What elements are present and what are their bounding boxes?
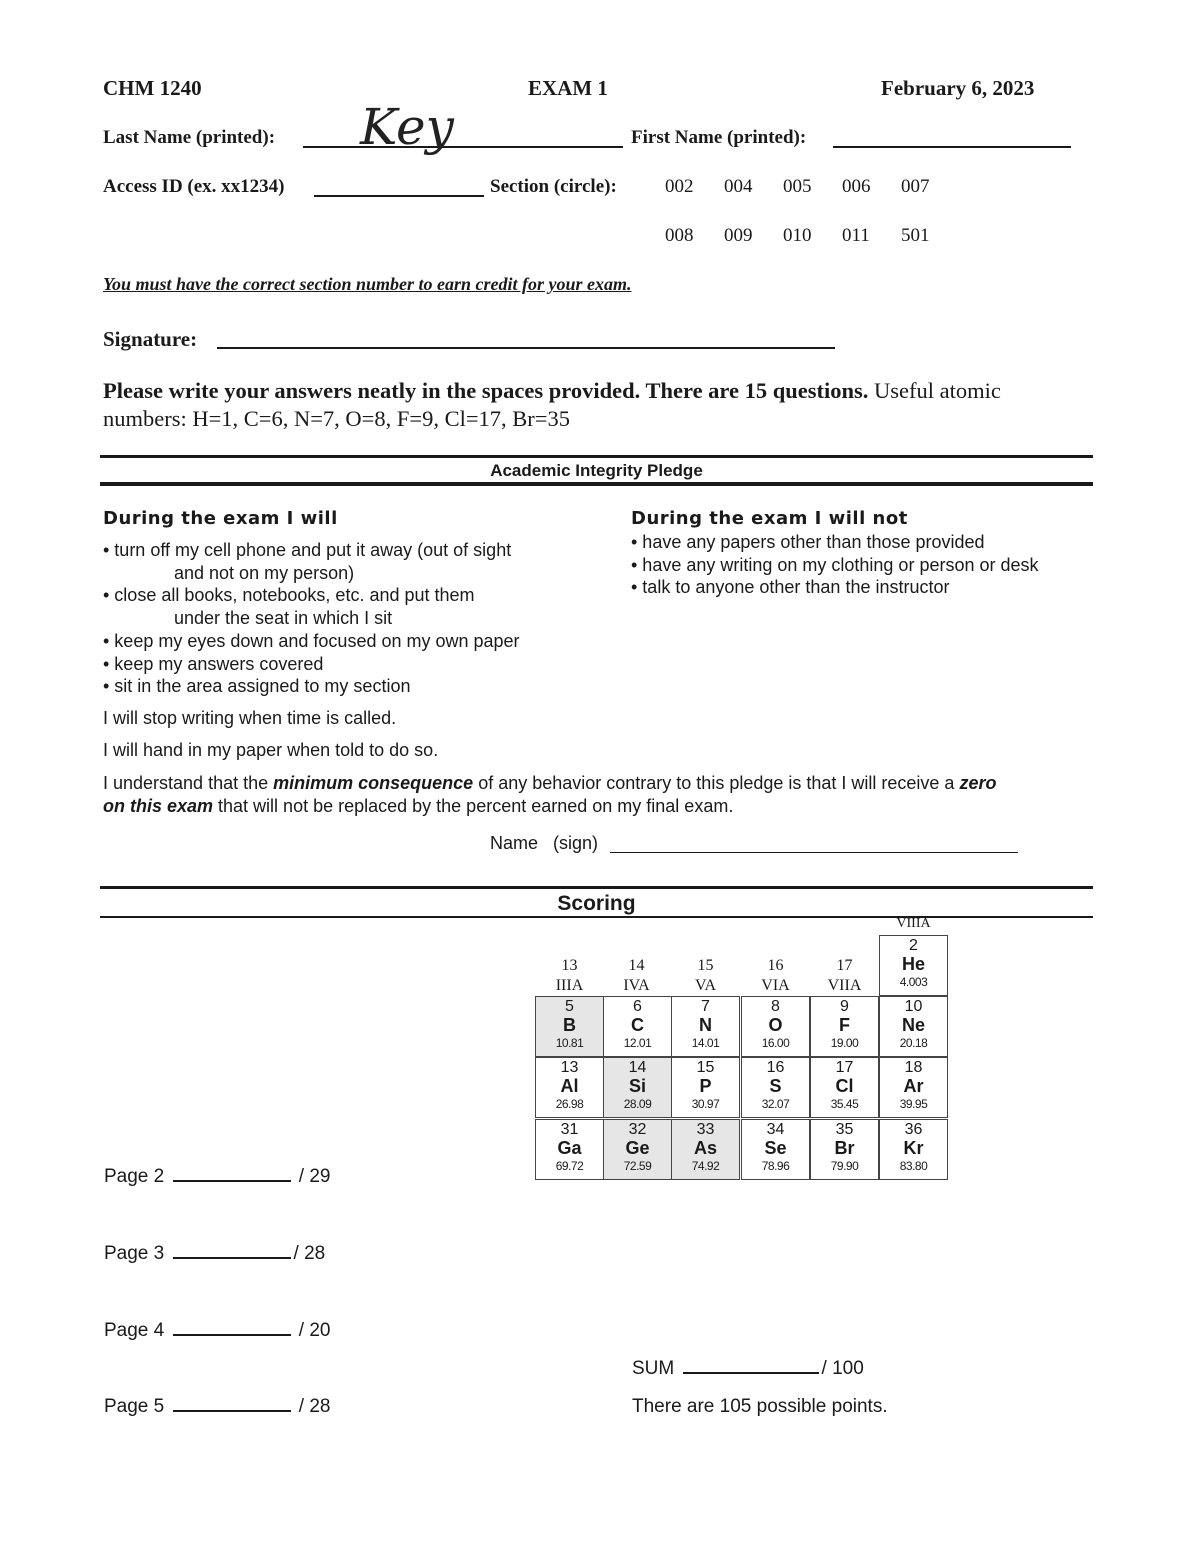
instructions-line-2: numbers: H=1, C=6, N=7, O=8, F=9, Cl=17, Br=35 xyxy=(103,406,570,431)
signature-field[interactable] xyxy=(217,347,835,349)
page-5-blank[interactable] xyxy=(173,1410,291,1412)
pledge-bottom-rule xyxy=(100,482,1093,486)
will-list xyxy=(103,539,520,698)
will-item: • keep my eyes down and focused on my own paper xyxy=(103,630,520,651)
section-option[interactable]: 501 xyxy=(901,225,930,246)
element-cell: 7 N 14.01 xyxy=(671,996,740,1057)
first-name-label: First Name (printed): xyxy=(631,127,807,148)
page-3-blank[interactable] xyxy=(173,1257,291,1259)
course-code: CHM 1240 xyxy=(103,76,202,100)
last-name-label: Last Name (printed): xyxy=(103,127,276,148)
stop-writing-statement: I will stop writing when time is called. xyxy=(103,708,397,728)
section-option[interactable]: 010 xyxy=(783,225,812,246)
will-not-item: • have any writing on my clothing or person or desk xyxy=(631,554,1039,575)
will-heading: During the exam I will xyxy=(103,508,338,529)
signature-label: Signature: xyxy=(103,327,198,351)
element-cell: 32 Ge 72.59 xyxy=(603,1119,672,1180)
element-cell: 17 Cl 35.45 xyxy=(810,1057,879,1118)
page-2-score: Page 2 / 29 xyxy=(104,1166,331,1187)
page-4-score: Page 4 / 20 xyxy=(104,1320,331,1341)
will-item: • close all books, notebooks, etc. and put them under the seat in which I sit xyxy=(103,585,475,629)
section-notice: You must have the correct section number to earn credit for your exam. xyxy=(103,274,632,294)
page-3-score: Page 3 / 28 xyxy=(104,1243,326,1264)
page-4-blank[interactable] xyxy=(173,1334,291,1336)
element-cell: 5 B 10.81 xyxy=(535,996,604,1057)
element-cell: 8 O 16.00 xyxy=(741,996,810,1057)
will-item: • sit in the area assigned to my section xyxy=(103,676,411,697)
exam-date: February 6, 2023 xyxy=(881,76,1035,100)
will-not-heading: During the exam I will not xyxy=(631,508,908,529)
element-cell: 9 F 19.00 xyxy=(810,996,879,1057)
pledge-top-rule xyxy=(100,455,1093,458)
element-cell: 18 Ar 39.95 xyxy=(879,1057,948,1118)
sum-blank[interactable] xyxy=(683,1372,819,1374)
section-option[interactable]: 002 xyxy=(665,176,694,197)
consequence-statement: I understand that the minimum consequence of any behavior contrary to this pledge is that I will receive a zero on this exam that will not be replaced by the percent earned on my final exam. xyxy=(103,773,997,816)
element-cell: 31 Ga 69.72 xyxy=(535,1119,604,1180)
group-header: 16 VIA xyxy=(761,957,790,994)
section-label: Section (circle): xyxy=(490,176,617,197)
name-sign-field[interactable] xyxy=(610,852,1018,853)
element-cell: 16 S 32.07 xyxy=(741,1057,810,1118)
hand-in-statement: I will hand in my paper when told to do so. xyxy=(103,740,439,760)
group-header: VIIIA xyxy=(896,916,931,931)
group-header: 15 VA xyxy=(694,957,717,994)
element-cell: 33 As 74.92 xyxy=(671,1119,740,1180)
instructions-rest: Useful atomic xyxy=(868,378,1001,403)
page-2-blank[interactable] xyxy=(173,1180,291,1182)
page-5-score: Page 5 / 28 xyxy=(104,1396,331,1417)
group-header: 17 VIIA xyxy=(827,957,862,994)
element-cell: 13 Al 26.98 xyxy=(535,1057,604,1118)
sum-score: SUM / 100 xyxy=(632,1358,864,1379)
access-id-label: Access ID (ex. xx1234) xyxy=(103,176,285,197)
section-option[interactable]: 005 xyxy=(783,176,812,197)
exam-title: EXAM 1 xyxy=(528,76,608,100)
will-item: • turn off my cell phone and put it away (out of sight and not on my person) xyxy=(103,540,512,583)
element-cell: 6 C 12.01 xyxy=(603,996,672,1057)
element-cell: 14 Si 28.09 xyxy=(603,1057,672,1118)
section-option[interactable]: 011 xyxy=(842,225,870,246)
will-not-item: • talk to anyone other than the instructor xyxy=(631,577,950,598)
periodic-table xyxy=(532,916,948,1185)
first-name-field[interactable] xyxy=(833,146,1071,148)
will-not-item: • have any papers other than those provided xyxy=(631,532,985,552)
group-header: 14 IVA xyxy=(623,957,650,994)
last-name-field[interactable] xyxy=(303,146,623,148)
scoring-title: Scoring xyxy=(557,892,636,915)
element-cell: 2 He 4.003 xyxy=(879,935,948,996)
section-option[interactable]: 006 xyxy=(842,176,871,197)
element-cell: 36 Kr 83.80 xyxy=(879,1119,948,1180)
name-sign-label: Name (sign) xyxy=(490,833,599,853)
scoring-top-rule xyxy=(100,886,1093,889)
will-not-list xyxy=(631,531,1039,599)
instructions-line-1 xyxy=(103,378,1001,404)
pledge-title: Academic Integrity Pledge xyxy=(490,461,703,480)
will-item: • keep my answers covered xyxy=(103,653,324,674)
section-option[interactable]: 007 xyxy=(901,176,930,197)
element-cell: 15 P 30.97 xyxy=(671,1057,740,1118)
section-option[interactable]: 004 xyxy=(724,176,753,197)
group-header: 13 IIIA xyxy=(555,957,584,994)
element-cell: 34 Se 78.96 xyxy=(741,1119,810,1180)
possible-points-note: There are 105 possible points. xyxy=(632,1396,888,1417)
access-id-field[interactable] xyxy=(314,195,484,197)
section-option[interactable]: 009 xyxy=(724,225,753,246)
instructions-bold: Please write your answers neatly in the spaces provided. There are 15 questions. xyxy=(103,378,869,403)
last-name-handwritten: Key xyxy=(360,98,454,156)
element-cell: 35 Br 79.90 xyxy=(810,1119,879,1180)
element-cell: 10 Ne 20.18 xyxy=(879,996,948,1057)
section-option[interactable]: 008 xyxy=(665,225,694,246)
